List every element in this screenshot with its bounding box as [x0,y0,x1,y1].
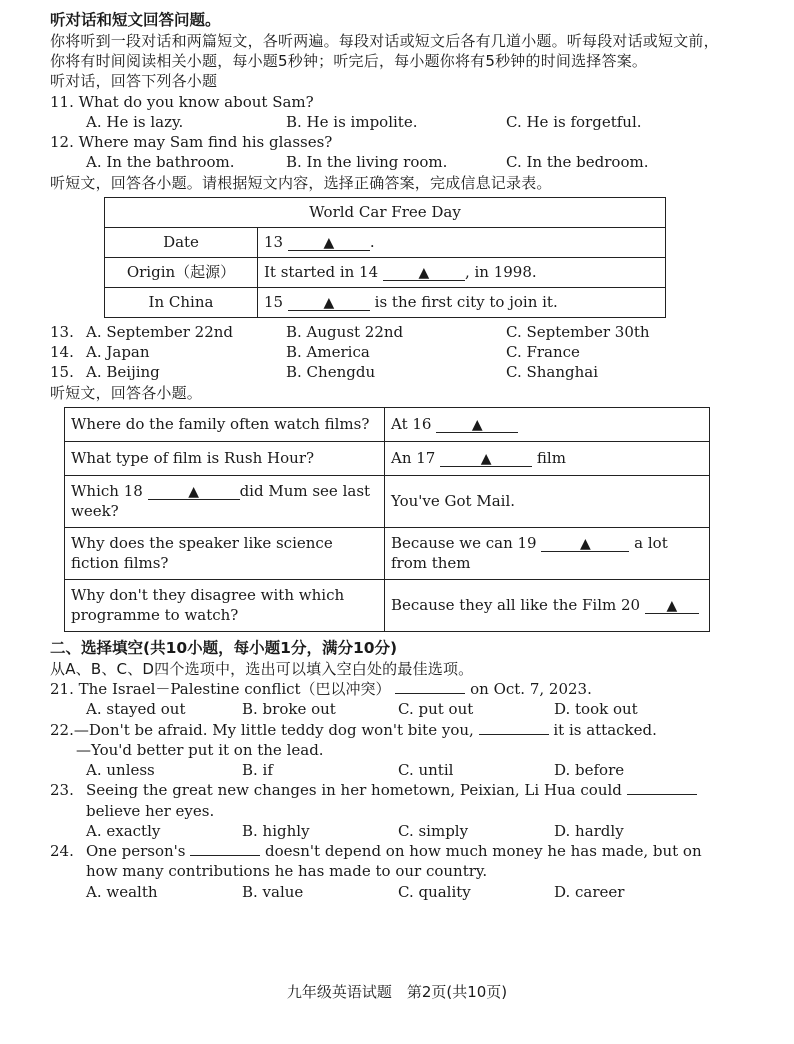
q13-option-a[interactable]: A. September 22nd [86,322,234,341]
q13-num: 13. [50,322,74,341]
passage1-intro: 听短文，回答各小题。请根据短文内容，选择正确答案，完成信息记录表。 [50,173,552,192]
answer-blank-18[interactable] [148,485,240,500]
table2-question [65,475,385,527]
q15-option-c[interactable]: C. Shanghai [506,363,599,382]
q23-num: 23. [50,781,74,800]
q13-option-c[interactable]: C. September 30th [506,322,650,341]
q21-text: The Israel－Palestine conflict（巴以冲突） [78,680,391,699]
table2-question: Where do the family often watch films? [65,407,385,441]
q12-option-a[interactable]: A. In the bathroom. [86,153,235,172]
answer-blank-19[interactable] [541,537,629,552]
q21-option-a[interactable]: A. stayed out [86,700,186,719]
q22-text: —Don't be afraid. My little teddy dog won't bite you, [73,720,474,739]
q11-num: 11. [50,92,74,111]
table1-title: World Car Free Day [105,197,666,227]
table2-answer-text: a lot from them [391,534,668,573]
triangle-icon: ▲ [323,295,335,312]
q21-num: 21. [50,680,74,699]
q12-num: 12. [50,133,74,152]
q12-option-c[interactable]: C. In the bedroom. [506,153,649,172]
q23-option-c[interactable]: C. simply [398,821,469,840]
q14-option-a[interactable]: A. Japan [86,343,150,362]
answer-blank-16[interactable] [436,418,518,433]
answer-blank-15[interactable] [288,296,370,311]
q21-blank[interactable] [395,679,465,694]
table1-row-label: Origin（起源） [105,257,258,287]
question-11 [50,92,730,133]
q24-option-a[interactable]: A. wealth [86,882,158,901]
q11-option-a[interactable]: A. He is lazy. [86,112,184,131]
question-24 [50,841,730,902]
q15-option-a[interactable]: A. Beijing [86,363,160,382]
table1-row-label: Date [105,227,258,257]
q22-blank[interactable] [479,720,549,735]
q15-option-b[interactable]: B. Chengdu [286,363,376,382]
q13-option-b[interactable]: B. August 22nd [286,322,404,341]
q23-option-b[interactable]: B. highly [242,821,310,840]
q22-option-d[interactable]: D. before [554,761,625,780]
blank-19-number: Because we can 19 [391,534,537,553]
q15-num: 15. [50,363,74,382]
question-14 [50,342,730,362]
section2-title: 二、选择填空(共10小题，每小题1分，满分10分) [50,638,398,657]
q11-option-b[interactable]: B. He is impolite. [286,112,418,131]
q24-option-b[interactable]: B. value [242,882,304,901]
table1-row-value [258,227,666,257]
q21-text-end: on Oct. 7, 2023. [470,680,592,699]
q21-option-c[interactable]: C. put out [398,700,474,719]
q22-reply: —You'd better put it on the lead. [76,740,324,759]
triangle-icon: ▲ [666,598,678,615]
q21-option-d[interactable]: D. took out [554,700,638,719]
q24-num: 24. [50,842,74,861]
q22-option-a[interactable]: A. unless [86,761,155,780]
q23-blank[interactable] [627,780,697,795]
table2-question: Why does the speaker like science fiction films? [65,527,385,579]
q14-option-c[interactable]: C. France [506,343,580,362]
family-films-table [64,407,710,632]
q22-num: 22. [50,720,74,739]
blank-18-number: Which 18 [71,482,143,501]
exam-page [50,10,730,902]
q22-option-b[interactable]: B. if [242,761,273,780]
table2-answer: You've Got Mail. [385,475,710,527]
table2-answer [385,527,710,579]
dialog-intro: 听对话，回答下列各小题 [50,72,218,91]
q23-option-a[interactable]: A. exactly [86,821,161,840]
section2-instructions: 从A、B、C、D四个选项中，选出可以填入空白处的最佳选项。 [50,659,474,678]
q22-text-end: it is attacked. [553,720,657,739]
q23-option-d[interactable]: D. hardly [554,821,624,840]
q23-text-end: believe her eyes. [86,801,215,820]
question-12 [50,132,730,173]
q24-blank[interactable] [190,841,260,856]
q11-option-c[interactable]: C. He is forgetful. [506,112,642,131]
answer-blank-14[interactable] [383,266,465,281]
answer-blank-13[interactable] [288,236,370,251]
table2-question: What type of film is Rush Hour? [65,441,385,475]
table1-row-value [258,287,666,317]
passage2-intro: 听短文，回答各小题。 [50,383,203,402]
table2-question-text: did Mum see last week? [71,482,371,521]
page-footer: 九年级英语试题 第2页(共10页) [286,983,508,1001]
table1-row-value [258,257,666,287]
triangle-icon: ▲ [480,451,492,468]
q24-option-d[interactable]: D. career [554,882,625,901]
car-free-day-table [104,197,666,318]
question-22 [50,720,730,781]
q14-num: 14. [50,343,74,362]
q12-option-b[interactable]: B. In the living room. [286,153,448,172]
q12-text: Where may Sam find his glasses? [78,133,333,152]
blank-17-number: An 17 [391,449,436,468]
q24-option-c[interactable]: C. quality [398,882,471,901]
answer-blank-20[interactable] [645,599,699,614]
blank-13-number: 13 [264,233,284,252]
blank-20-number: Because they all like the Film 20 [391,596,641,615]
table2-answer [385,579,710,631]
table1-row-label: In China [105,287,258,317]
table1-row-text: is the first city to join it. [374,293,558,312]
section1-title: 听对话和短文回答问题。 [50,11,221,29]
triangle-icon: ▲ [579,536,591,553]
blank-16-number: At 16 [391,415,432,434]
answer-blank-17[interactable] [440,452,532,467]
table1-row-text: . [369,233,375,252]
table1-row-text: , in 1998. [464,263,537,282]
q11-text: What do you know about Sam? [78,92,314,111]
q22-option-c[interactable]: C. until [398,761,454,780]
question-13 [50,322,730,342]
q24-text: One person's [86,842,186,861]
triangle-icon: ▲ [323,235,335,252]
q14-option-b[interactable]: B. America [286,343,370,362]
table2-answer-text: film [536,449,566,468]
q24-text-end: doesn't depend on how much money he has made, but on how many contributions he has made to our country. [86,842,702,881]
question-15 [50,362,730,382]
blank-15-number: 15 [264,293,284,312]
section1-instructions: 你将听到一段对话和两篇短文，各听两遍。每段对话或短文后各有几道小题。听每段对话或短文前，你将有时间阅读相关小题，每小题5秒钟；听完后，每小题你将有5秒钟的时间选择答案。 [50,31,719,71]
triangle-icon: ▲ [188,484,199,501]
triangle-icon: ▲ [418,265,430,282]
question-21 [50,679,730,720]
q23-text: Seeing the great new changes in her hometown, Peixian, Li Hua could [86,781,622,800]
table2-question: Why don't they disagree with which programme to watch? [65,579,385,631]
table2-answer [385,407,710,441]
table2-answer [385,441,710,475]
question-23 [50,780,730,841]
q21-option-b[interactable]: B. broke out [242,700,336,719]
triangle-icon: ▲ [471,417,483,434]
table1-row-text: It started in 14 [264,263,379,282]
